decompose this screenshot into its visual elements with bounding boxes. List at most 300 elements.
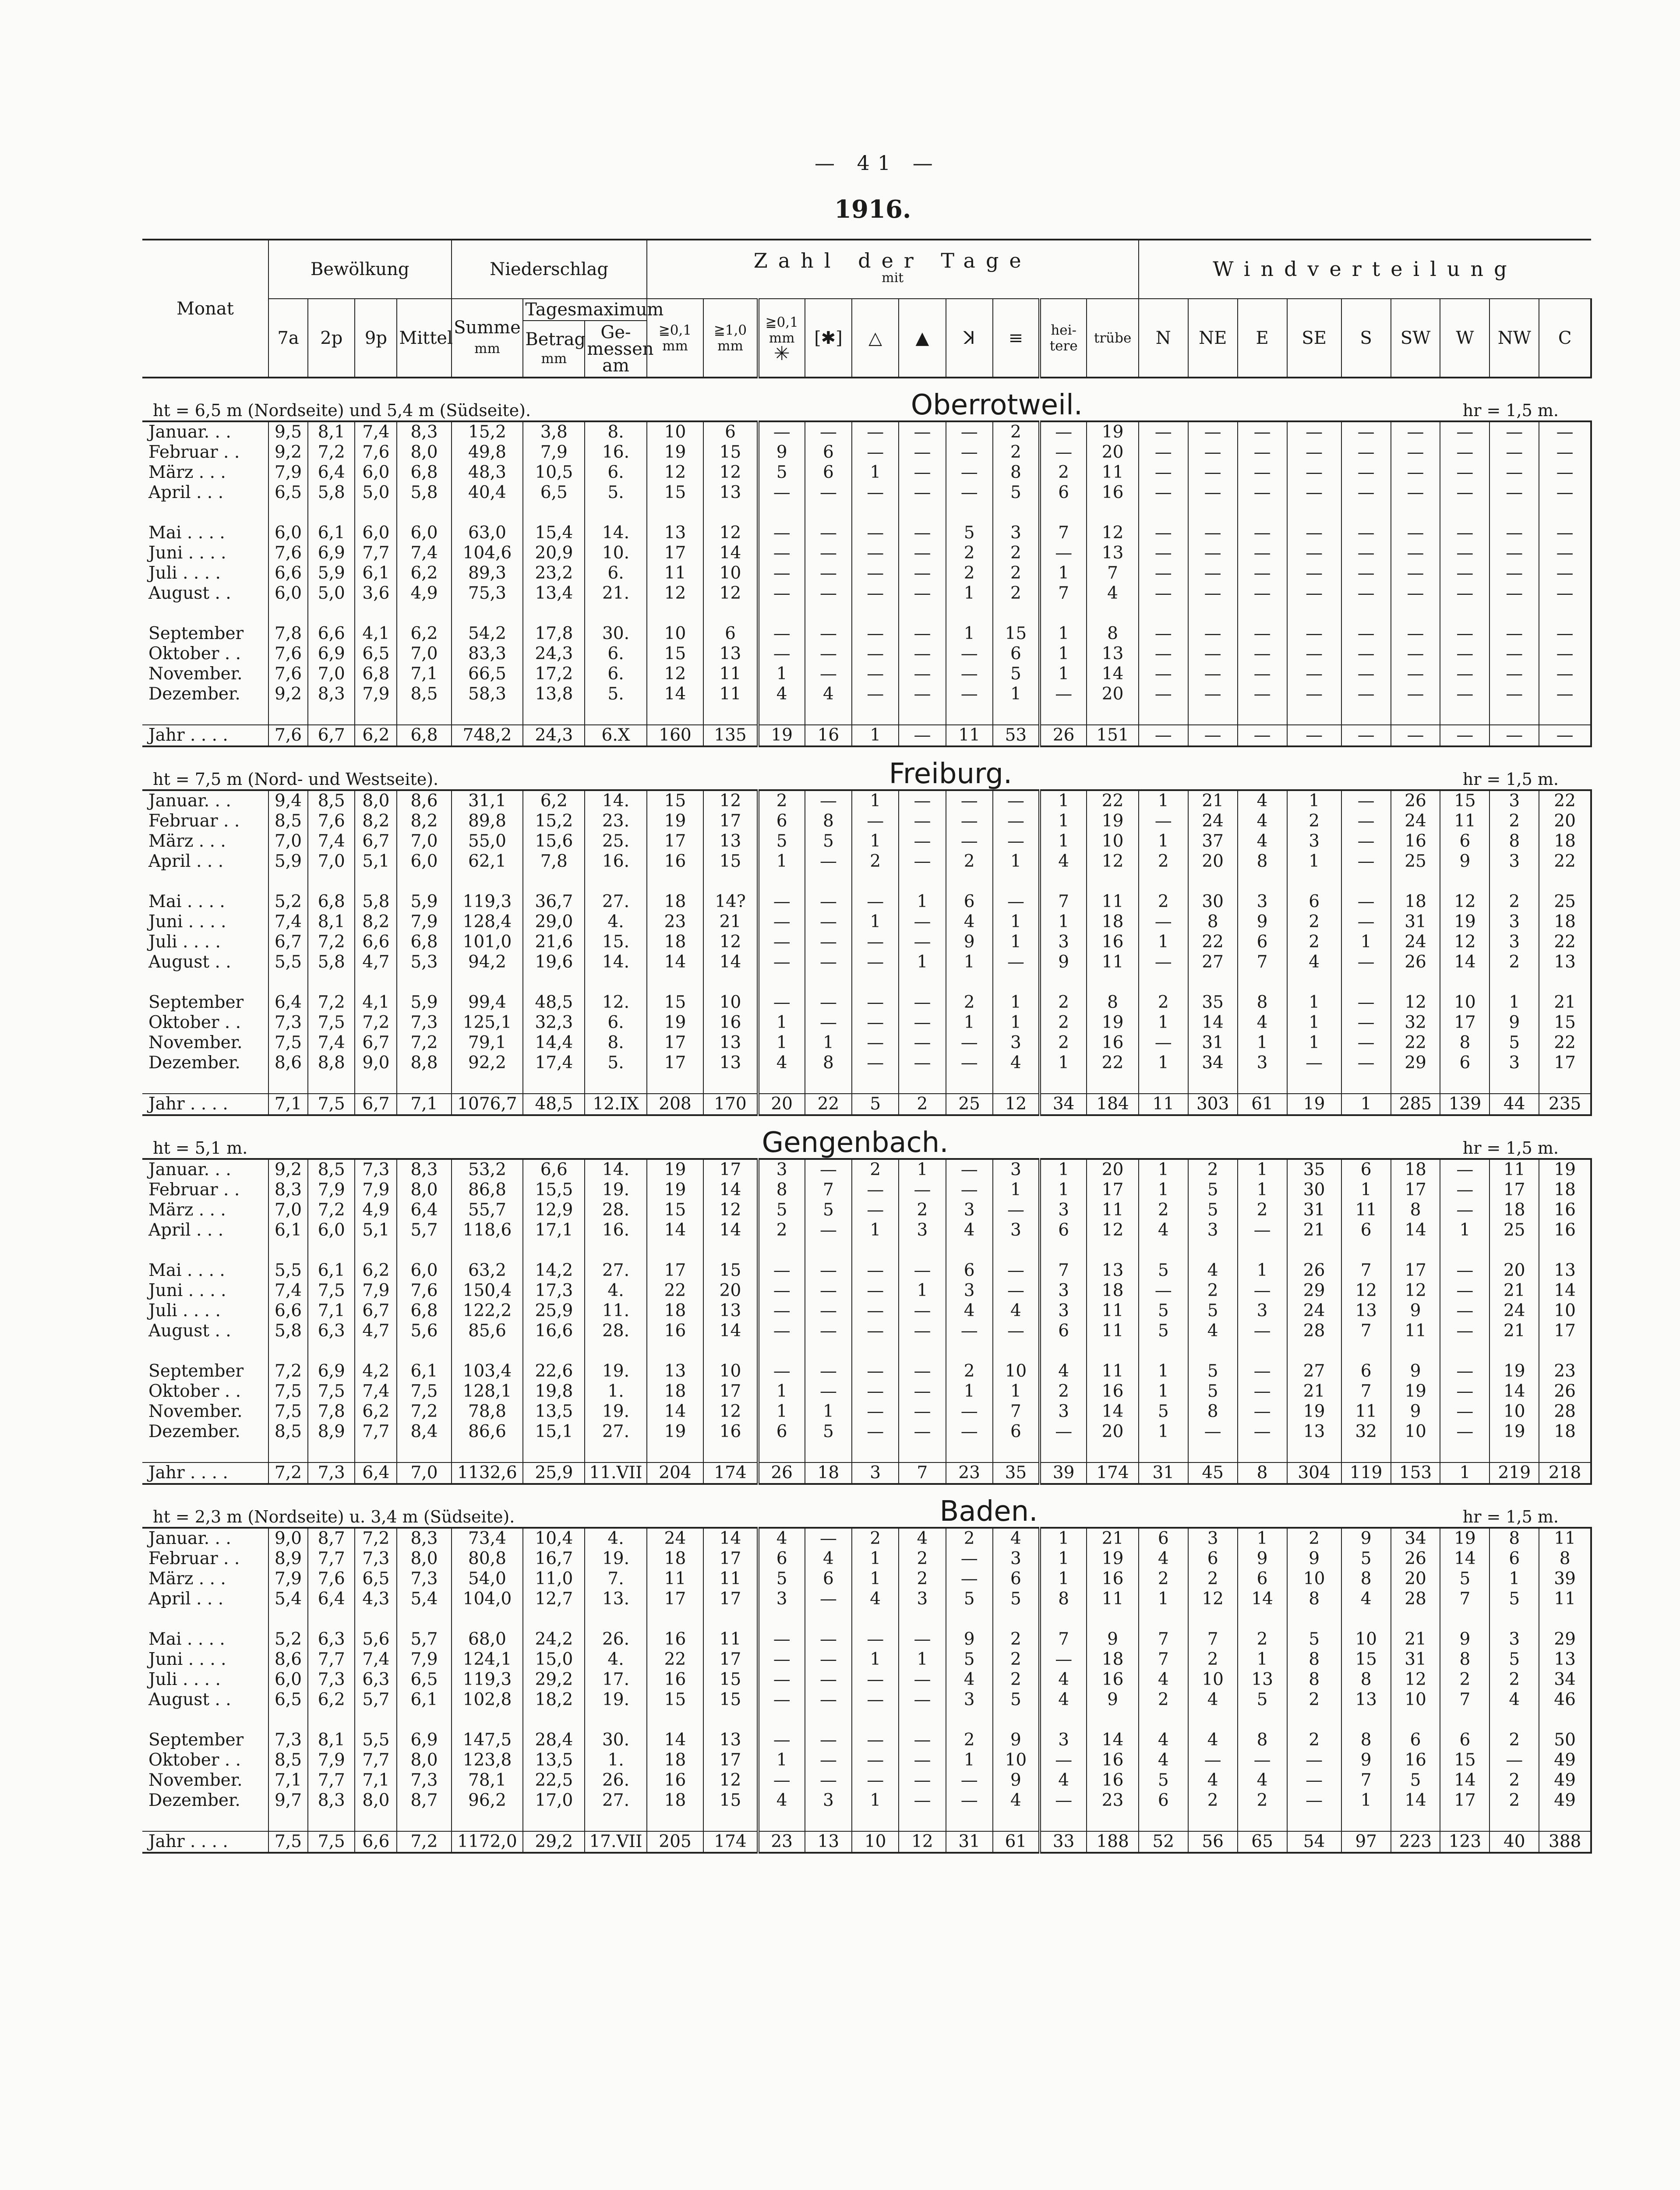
- table-cell: 9: [1238, 1549, 1287, 1569]
- table-cell: 14.: [585, 790, 646, 811]
- table-cell: 7,0: [397, 1462, 451, 1484]
- table-cell: 8: [1188, 912, 1238, 932]
- table-cell: 15: [703, 1261, 758, 1281]
- table-cell: —: [1440, 421, 1489, 442]
- table-cell: 19: [1539, 1159, 1591, 1180]
- table-cell: 4: [1238, 1013, 1287, 1033]
- table-cell: 125,1: [452, 1013, 523, 1033]
- table-row: [142, 421, 1591, 442]
- table-cell: 10: [703, 563, 758, 583]
- table-cell: 18: [1391, 1159, 1440, 1180]
- table-cell: 66,5: [452, 664, 523, 684]
- table-cell: —: [1238, 1321, 1287, 1341]
- table-cell: 9,5: [268, 421, 308, 442]
- table-cell: 5,4: [268, 1589, 308, 1609]
- table-cell: —: [946, 644, 993, 664]
- table-cell: 4: [758, 1528, 805, 1549]
- table-cell: 18: [647, 1791, 704, 1811]
- table-cell: 17: [647, 1261, 704, 1281]
- table-cell: —: [805, 1381, 852, 1402]
- table-cell: 24: [1391, 811, 1440, 831]
- table-cell: 174: [703, 1462, 758, 1484]
- table-cell: 5,2: [268, 892, 308, 912]
- table-cell: 5: [1139, 1770, 1188, 1791]
- table-cell: 13: [1087, 644, 1139, 664]
- table-cell: 27.: [585, 1422, 646, 1442]
- table-cell: 5: [1489, 1589, 1539, 1609]
- table-cell: —: [758, 1301, 805, 1321]
- table-cell: —: [852, 624, 899, 644]
- table-cell: —: [1539, 421, 1591, 442]
- table-cell: 22: [1391, 1033, 1440, 1053]
- table-cell: 6.: [585, 563, 646, 583]
- table-cell: 8: [1391, 1200, 1440, 1220]
- table-cell: 1: [1139, 831, 1188, 851]
- table-cell: 8,7: [397, 1791, 451, 1811]
- table-cell: 1: [946, 1381, 993, 1402]
- table-cell: 15: [647, 993, 704, 1013]
- table-cell: 24: [647, 1528, 704, 1549]
- table-cell: 7,9: [355, 1180, 397, 1200]
- table-cell: —: [805, 993, 852, 1013]
- table-header: [142, 240, 1591, 378]
- table-cell: 1: [993, 993, 1040, 1013]
- table-cell: 4,9: [397, 583, 451, 604]
- table-cell: 63,0: [452, 523, 523, 543]
- table-cell: —: [993, 1200, 1040, 1220]
- table-cell: 6,0: [308, 1220, 355, 1240]
- table-cell: —: [946, 1422, 993, 1442]
- table-cell: —: [1040, 1750, 1087, 1770]
- table-cell: —: [1139, 644, 1188, 664]
- table-cell: —: [1139, 952, 1188, 972]
- table-cell: 12: [1341, 1281, 1391, 1301]
- table-cell: —: [1391, 583, 1440, 604]
- table-cell: —: [1341, 952, 1391, 972]
- table-row: [142, 1690, 1591, 1710]
- table-cell: 2: [852, 1159, 899, 1180]
- table-cell: 2: [946, 563, 993, 583]
- month-label: Juni . . . .: [148, 543, 226, 563]
- table-cell: 1: [1238, 1180, 1287, 1200]
- table-cell: 8,6: [268, 1650, 308, 1670]
- table-cell: 11: [1139, 1094, 1188, 1115]
- table-cell: —: [1440, 1361, 1489, 1381]
- table-cell: —: [852, 1770, 899, 1791]
- table-cell: —: [899, 523, 946, 543]
- table-cell: 13: [1341, 1301, 1391, 1321]
- month-label: September: [148, 1361, 244, 1381]
- table-cell: 7,6: [268, 543, 308, 563]
- nebel-icon: ≡: [993, 299, 1040, 378]
- table-cell: 65: [1238, 1831, 1287, 1853]
- table-cell: 11: [1087, 952, 1139, 972]
- table-cell: 14: [647, 1220, 704, 1240]
- wind-w: W: [1440, 299, 1489, 378]
- table-cell: —: [758, 912, 805, 932]
- table-cell: 5: [852, 1094, 899, 1115]
- table-cell: —: [1341, 831, 1391, 851]
- table-cell: 2: [993, 543, 1040, 563]
- table-cell: 12: [647, 463, 704, 483]
- table-cell: —: [852, 993, 899, 1013]
- table-cell: 18: [1539, 912, 1591, 932]
- table-cell: 5: [805, 831, 852, 851]
- table-cell: 14: [1238, 1589, 1287, 1609]
- table-cell: 8,9: [308, 1422, 355, 1442]
- table-cell: —: [805, 1220, 852, 1240]
- table-cell: 119,3: [452, 892, 523, 912]
- climate-table: [142, 239, 1592, 1854]
- table-cell: 2: [1139, 1690, 1188, 1710]
- table-cell: 7: [1040, 1629, 1087, 1650]
- table-cell: 86,8: [452, 1180, 523, 1200]
- table-cell: 12: [647, 583, 704, 604]
- table-cell: 19: [1489, 1422, 1539, 1442]
- table-cell: 6: [1188, 1549, 1238, 1569]
- table-cell: —: [1489, 624, 1539, 644]
- table-row: [142, 1281, 1591, 1301]
- table-cell: —: [946, 1321, 993, 1341]
- table-cell: 12: [899, 1831, 946, 1853]
- table-cell: 2: [1139, 892, 1188, 912]
- table-cell: 18: [1539, 1422, 1591, 1442]
- table-row: [142, 523, 1591, 543]
- table-cell: 6,1: [397, 1361, 451, 1381]
- table-cell: —: [1341, 851, 1391, 872]
- table-cell: 17: [703, 1650, 758, 1670]
- table-cell: 122,2: [452, 1301, 523, 1321]
- table-cell: 40: [1489, 1831, 1539, 1853]
- table-cell: 7,0: [397, 831, 451, 851]
- table-cell: 2: [1238, 1629, 1287, 1650]
- table-cell: 13: [805, 1831, 852, 1853]
- table-cell: 10: [703, 1361, 758, 1381]
- table-cell: 8,2: [355, 811, 397, 831]
- table-cell: 15,2: [523, 811, 585, 831]
- col-betrag: Betrag: [525, 329, 586, 350]
- table-cell: 20: [1391, 1569, 1440, 1589]
- table-cell: 7,5: [268, 1033, 308, 1053]
- table-cell: —: [899, 1750, 946, 1770]
- table-cell: —: [1188, 684, 1238, 704]
- table-cell: —: [1440, 684, 1489, 704]
- table-cell: 5,7: [397, 1629, 451, 1650]
- table-cell: 11.: [585, 1301, 646, 1321]
- table-cell: 16: [1087, 932, 1139, 952]
- table-cell: —: [1238, 644, 1287, 664]
- table-cell: 2: [1489, 1730, 1539, 1750]
- table-cell: 26.: [585, 1629, 646, 1650]
- niederschlag-header: Niederschlag: [452, 240, 647, 299]
- table-cell: 18: [647, 1750, 704, 1770]
- table-cell: 9: [1341, 1528, 1391, 1549]
- table-cell: 5: [805, 1422, 852, 1442]
- table-cell: 4: [946, 1220, 993, 1240]
- table-cell: 23: [647, 912, 704, 932]
- month-label: September: [148, 993, 244, 1012]
- table-cell: —: [1040, 421, 1087, 442]
- table-cell: 6,5: [355, 644, 397, 664]
- table-row: [142, 1770, 1591, 1791]
- table-cell: —: [1139, 624, 1188, 644]
- table-cell: 5,8: [268, 1321, 308, 1341]
- table-cell: —: [1539, 523, 1591, 543]
- table-cell: 1: [1440, 1220, 1489, 1240]
- table-cell: 12: [1391, 1670, 1440, 1690]
- table-cell: 16: [1539, 1220, 1591, 1240]
- table-cell: 5,5: [355, 1730, 397, 1750]
- table-cell: 5: [1188, 1301, 1238, 1321]
- table-cell: 11: [1087, 463, 1139, 483]
- table-cell: 15: [647, 644, 704, 664]
- table-cell: 16: [647, 1670, 704, 1690]
- table-cell: —: [758, 1281, 805, 1301]
- table-cell: 3: [899, 1589, 946, 1609]
- table-cell: 19: [1087, 811, 1139, 831]
- table-cell: 18: [1087, 912, 1139, 932]
- table-cell: 5,8: [308, 483, 355, 503]
- month-label: Juli . . . .: [148, 1670, 221, 1689]
- table-cell: 19.: [585, 1690, 646, 1710]
- table-cell: —: [1391, 563, 1440, 583]
- table-cell: 1: [1139, 1180, 1188, 1200]
- table-cell: 6: [1040, 1220, 1087, 1240]
- table-cell: 40,4: [452, 483, 523, 503]
- table-cell: —: [805, 543, 852, 563]
- table-row: [142, 1730, 1591, 1750]
- table-cell: 15: [703, 1670, 758, 1690]
- table-cell: 13: [647, 523, 704, 543]
- table-cell: 7,5: [268, 1381, 308, 1402]
- table-cell: 304: [1287, 1462, 1341, 1484]
- table-cell: 22: [1087, 1053, 1139, 1073]
- table-cell: 6,4: [355, 1462, 397, 1484]
- table-cell: —: [758, 644, 805, 664]
- table-cell: —: [1539, 624, 1591, 644]
- table-cell: 5,9: [308, 563, 355, 583]
- table-cell: 3: [1238, 1301, 1287, 1321]
- table-cell: 8,6: [397, 790, 451, 811]
- table-cell: 9: [1287, 1549, 1341, 1569]
- table-cell: 4: [993, 1528, 1040, 1549]
- table-cell: 7,5: [308, 1094, 355, 1115]
- table-cell: 17: [1539, 1321, 1591, 1341]
- table-cell: 6,4: [397, 1200, 451, 1220]
- table-row: [142, 624, 1591, 644]
- table-cell: 25.: [585, 831, 646, 851]
- month-label: August . .: [148, 1690, 231, 1710]
- table-cell: 49: [1539, 1791, 1591, 1811]
- table-cell: 1: [1040, 664, 1087, 684]
- table-cell: 8: [1341, 1670, 1391, 1690]
- table-cell: 4: [946, 1301, 993, 1321]
- table-cell: 160: [647, 725, 704, 746]
- col-n10: ≧1,0 mm: [703, 299, 758, 378]
- table-cell: —: [852, 644, 899, 664]
- table-cell: —: [1489, 684, 1539, 704]
- table-cell: —: [852, 1013, 899, 1033]
- table-cell: 4: [1139, 1220, 1188, 1240]
- month-label: Dezember.: [148, 1053, 240, 1073]
- table-cell: 16: [703, 1422, 758, 1442]
- table-cell: —: [946, 442, 993, 463]
- table-cell: 11: [1087, 1301, 1139, 1321]
- table-cell: 8: [758, 1180, 805, 1200]
- table-cell: 1: [993, 684, 1040, 704]
- table-cell: 28: [1287, 1321, 1341, 1341]
- table-cell: 1: [993, 851, 1040, 872]
- table-cell: 219: [1489, 1462, 1539, 1484]
- table-cell: 1: [946, 1013, 993, 1033]
- table-cell: 49: [1539, 1750, 1591, 1770]
- table-cell: 21: [1539, 993, 1591, 1013]
- table-cell: 13: [1539, 1650, 1591, 1670]
- table-cell: —: [1287, 583, 1341, 604]
- table-cell: 2: [1489, 1670, 1539, 1690]
- table-cell: 11: [1087, 1200, 1139, 1220]
- table-cell: 1: [1238, 1159, 1287, 1180]
- table-row: [142, 1159, 1591, 1180]
- table-cell: 46: [1539, 1690, 1591, 1710]
- table-cell: 14: [1087, 1730, 1139, 1750]
- table-cell: —: [805, 1159, 852, 1180]
- table-cell: 16: [1087, 1381, 1139, 1402]
- table-cell: 6,3: [308, 1629, 355, 1650]
- table-cell: —: [805, 563, 852, 583]
- table-cell: 12: [1188, 1589, 1238, 1609]
- table-cell: 17,0: [523, 1791, 585, 1811]
- table-cell: 17: [1489, 1180, 1539, 1200]
- table-cell: 147,5: [452, 1730, 523, 1750]
- table-cell: 3: [1040, 932, 1087, 952]
- col-betrag-unit: mm: [541, 350, 567, 367]
- table-cell: 9,0: [355, 1053, 397, 1073]
- table-cell: —: [1391, 644, 1440, 664]
- table-cell: 8.: [585, 1033, 646, 1053]
- table-cell: 8: [805, 811, 852, 831]
- table-cell: 123: [1440, 1831, 1489, 1853]
- table-cell: 7: [993, 1402, 1040, 1422]
- table-cell: 14: [647, 1402, 704, 1422]
- table-cell: 20: [1087, 684, 1139, 704]
- table-cell: 30: [1188, 892, 1238, 912]
- table-cell: 123,8: [452, 1750, 523, 1770]
- table-cell: 2: [1040, 993, 1087, 1013]
- table-cell: —: [852, 421, 899, 442]
- table-cell: —: [758, 892, 805, 912]
- table-cell: 7,2: [397, 1831, 451, 1853]
- table-cell: 4: [1040, 1670, 1087, 1690]
- table-cell: 18: [805, 1462, 852, 1484]
- table-cell: 4,3: [355, 1589, 397, 1609]
- table-cell: 2: [946, 543, 993, 563]
- table-cell: —: [1489, 583, 1539, 604]
- table-cell: 8: [1188, 1402, 1238, 1422]
- table-cell: —: [805, 1528, 852, 1549]
- table-cell: 23,2: [523, 563, 585, 583]
- wind-n: N: [1139, 299, 1188, 378]
- table-cell: 7,7: [355, 1750, 397, 1770]
- table-cell: 5,6: [397, 1321, 451, 1341]
- table-cell: 17: [647, 1033, 704, 1053]
- table-cell: 24: [1489, 1301, 1539, 1321]
- table-cell: —: [805, 664, 852, 684]
- table-cell: 12: [647, 664, 704, 684]
- table-cell: 20: [1087, 1159, 1139, 1180]
- table-cell: 7,1: [397, 664, 451, 684]
- table-cell: 184: [1087, 1094, 1139, 1115]
- table-cell: —: [1539, 644, 1591, 664]
- table-cell: —: [899, 831, 946, 851]
- table-cell: 7,2: [268, 1462, 308, 1484]
- table-cell: 4: [1238, 811, 1287, 831]
- table-cell: 5,9: [397, 892, 451, 912]
- table-cell: 39: [1040, 1462, 1087, 1484]
- table-cell: 15: [647, 483, 704, 503]
- table-cell: 2: [1238, 1791, 1287, 1811]
- table-cell: 83,3: [452, 644, 523, 664]
- table-cell: 85,6: [452, 1321, 523, 1341]
- table-cell: 14: [703, 1180, 758, 1200]
- table-cell: 9: [1087, 1629, 1139, 1650]
- table-cell: 5: [946, 523, 993, 543]
- table-cell: 17: [647, 831, 704, 851]
- table-cell: 18: [1087, 1650, 1139, 1670]
- table-cell: —: [946, 684, 993, 704]
- table-cell: 6: [1341, 1361, 1391, 1381]
- table-cell: 34: [1391, 1528, 1440, 1549]
- table-cell: 7,3: [355, 1159, 397, 1180]
- table-cell: 19: [647, 811, 704, 831]
- table-cell: 1: [1139, 790, 1188, 811]
- table-cell: 29,0: [523, 912, 585, 932]
- table-cell: 10: [703, 993, 758, 1013]
- table-cell: 2: [1188, 1281, 1238, 1301]
- table-cell: 97: [1341, 1831, 1391, 1853]
- table-cell: —: [1440, 1321, 1489, 1341]
- table-cell: 8: [1287, 1670, 1341, 1690]
- table-cell: 26: [1539, 1381, 1591, 1402]
- table-cell: 150,4: [452, 1281, 523, 1301]
- month-label: März . . .: [148, 463, 226, 482]
- table-cell: 13: [1287, 1422, 1341, 1442]
- table-cell: —: [1341, 993, 1391, 1013]
- table-cell: —: [758, 1321, 805, 1341]
- table-cell: —: [1341, 624, 1391, 644]
- table-cell: 26: [758, 1462, 805, 1484]
- table-cell: 25: [946, 1094, 993, 1115]
- table-cell: 15: [703, 1690, 758, 1710]
- table-cell: 3,6: [355, 583, 397, 604]
- table-cell: —: [1139, 912, 1188, 932]
- table-row: [142, 442, 1591, 463]
- table-cell: 6: [1287, 892, 1341, 912]
- table-cell: 9: [1489, 1013, 1539, 1033]
- table-cell: 3: [993, 523, 1040, 543]
- table-cell: 6,0: [397, 523, 451, 543]
- table-cell: 28.: [585, 1321, 646, 1341]
- table-cell: 1: [993, 1381, 1040, 1402]
- table-cell: —: [946, 1770, 993, 1791]
- table-cell: 1: [1238, 1528, 1287, 1549]
- table-cell: 2: [852, 851, 899, 872]
- table-cell: —: [993, 831, 1040, 851]
- table-cell: 7: [1188, 1629, 1238, 1650]
- table-cell: —: [1040, 1791, 1087, 1811]
- table-cell: 17: [703, 1549, 758, 1569]
- table-cell: 4: [946, 912, 993, 932]
